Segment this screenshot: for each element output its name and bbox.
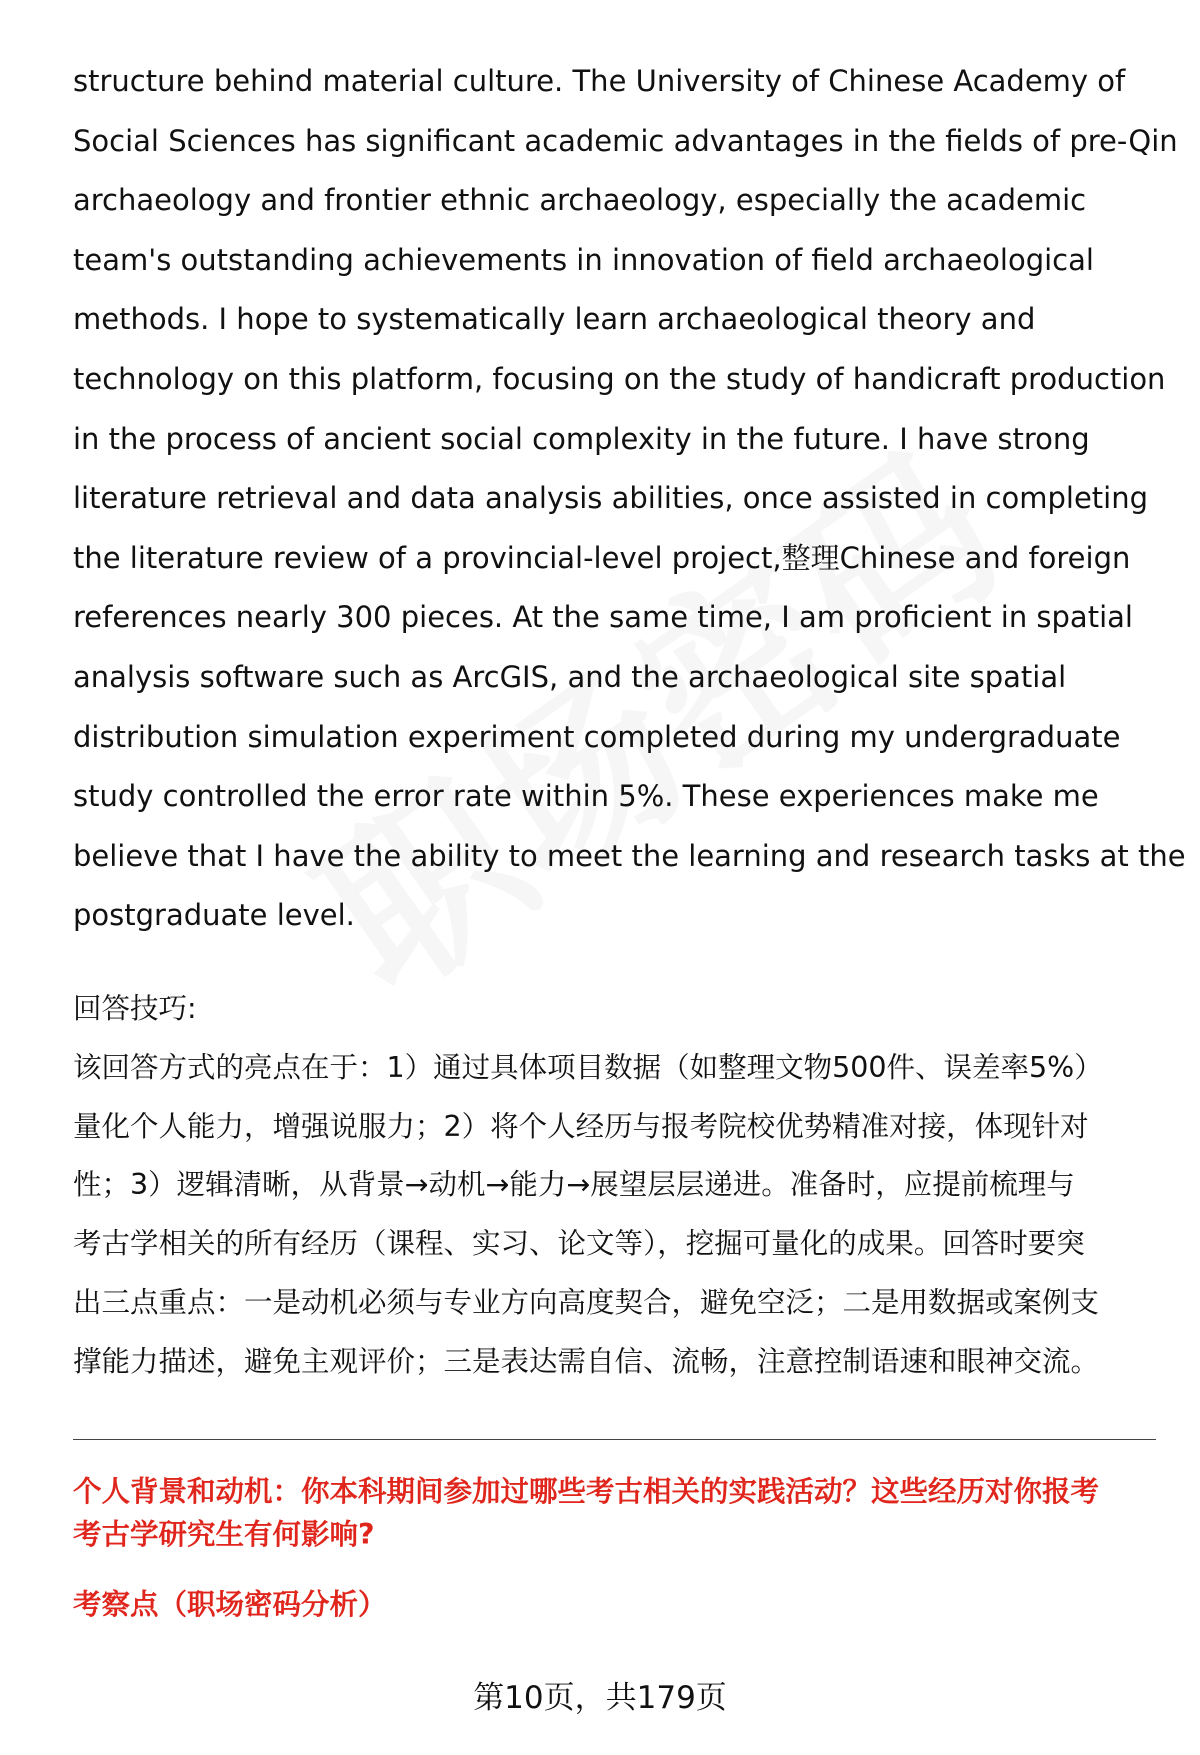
- paragraph-line: methods. I hope to systematically learn archaeological theory and: [73, 302, 1036, 337]
- paragraph-line: in the process of ancient social complexity in the future. I have strong: [73, 421, 1090, 456]
- paragraph-line: the literature review of a provincial-level project,整理Chinese and foreign: [73, 540, 1131, 575]
- tips-line: 考古学相关的所有经历（课程、实习、论文等），挖掘可量化的成果。回答时要突: [73, 1227, 1085, 1261]
- paragraph-line: literature retrieval and data analysis abilities, once assisted in completing: [73, 481, 1148, 516]
- page-number: 第10页，共179页: [473, 1680, 727, 1716]
- paragraph-line: archaeology and frontier ethnic archaeology, especially the academic: [73, 183, 1087, 218]
- question-line: 考古学研究生有何影响?: [73, 1518, 375, 1551]
- paragraph-line: technology on this platform, focusing on the study of handicraft production: [73, 361, 1166, 396]
- tips-line: 性；3）逻辑清晰，从背景→动机→能力→展望层层递进。准备时，应提前梳理与: [73, 1168, 1075, 1202]
- paragraph-line: structure behind material culture. The University of Chinese Academy of: [73, 64, 1126, 98]
- tips-line: 量化个人能力，增强说服力；2）将个人经历与报考院校优势精准对接，体现针对: [73, 1109, 1089, 1143]
- paragraph-line: references nearly 300 pieces. At the same time, I am proficient in spatial: [73, 600, 1133, 635]
- tips-heading: 回答技巧:: [73, 992, 197, 1025]
- question-line: 个人背景和动机：你本科期间参加过哪些考古相关的实践活动？这些经历对你报考: [73, 1475, 1100, 1508]
- question-heading: [73, 1470, 1163, 1556]
- paragraph-line: study controlled the error rate within 5%. These experiences make me: [73, 779, 1099, 814]
- paragraph-line: Social Sciences has significant academic advantages in the fields of pre-Qin: [73, 123, 1178, 158]
- paragraph-line: team's outstanding achievements in innovation of field archaeological: [73, 242, 1094, 277]
- answer-tips: [73, 980, 1153, 1392]
- section-divider: [73, 1439, 1156, 1440]
- answer-paragraph: [73, 52, 1186, 946]
- paragraph-line: distribution simulation experiment completed during my undergraduate: [73, 719, 1121, 754]
- tips-line: 出三点重点：一是动机必须与专业方向高度契合，避免空泛；二是用数据或案例支: [73, 1285, 1100, 1319]
- paragraph-line: postgraduate level.: [73, 898, 355, 933]
- tips-line: 撑能力描述，避免主观评价；三是表达需自信、流畅，注意控制语速和眼神交流。: [73, 1344, 1100, 1378]
- assessment-point-label: 考察点（职场密码分析）: [73, 1588, 387, 1621]
- tips-line: 该回答方式的亮点在于：1）通过具体项目数据（如整理文物500件、误差率5%）: [73, 1050, 1103, 1084]
- paragraph-line: believe that I have the ability to meet the learning and research tasks at the: [73, 838, 1186, 873]
- paragraph-line: analysis software such as ArcGIS, and the archaeological site spatial: [73, 659, 1067, 694]
